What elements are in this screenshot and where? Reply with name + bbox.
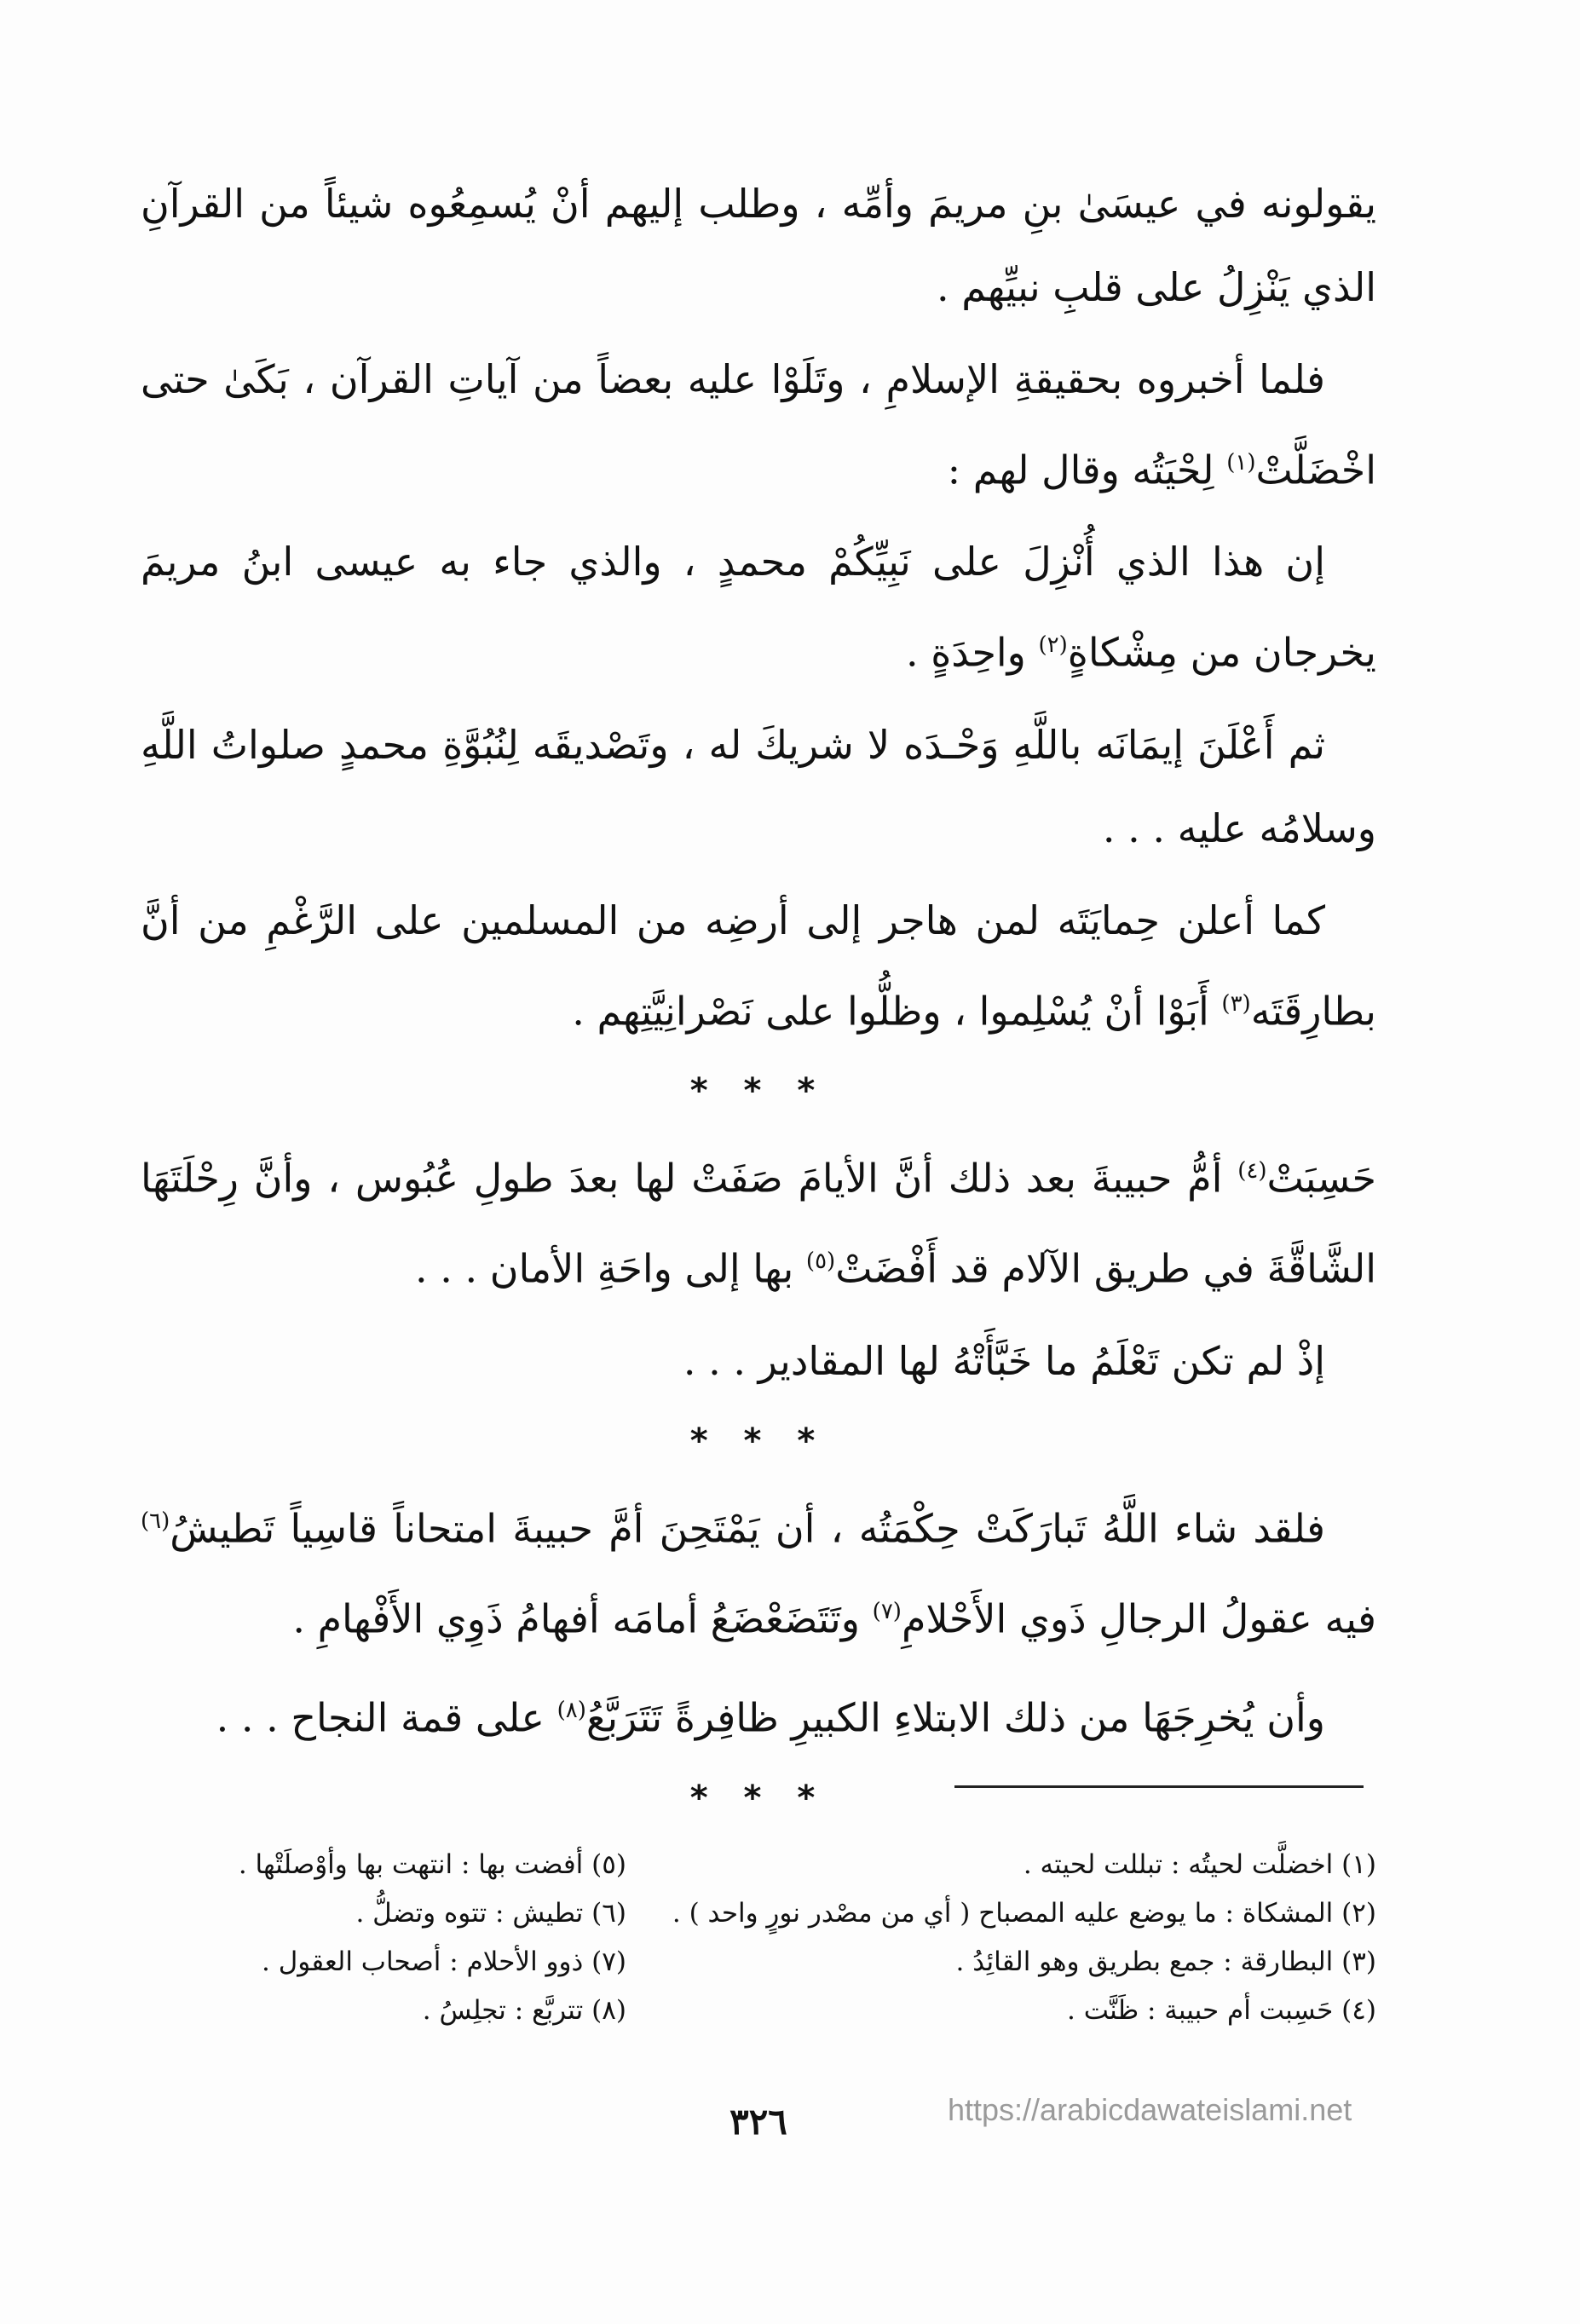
paragraph-3-end: واحِدَةٍ . — [905, 629, 1026, 676]
footnote-8: (٨) تتربَّع : تجلِسُ . — [422, 1995, 626, 2026]
footnote-ref-1: (١) — [1226, 450, 1256, 476]
footnotes-right-column — [672, 1841, 1376, 2035]
footnote-ref-6: (٦) — [141, 1508, 170, 1534]
footnote-5: (٥) أفضت بها : انتهت بها وأوْصلَتْها . — [238, 1849, 626, 1880]
paragraph-7 — [141, 1319, 1376, 1403]
paragraph-3-text: إن هذا الذي أُنْزِلَ على نَبِيِّكُمْ محمدٍ ، والذي جاء به عيسى ابنُ مريمَ يخرجان من مِشْكاةٍ — [141, 539, 1376, 676]
paragraph-8 — [141, 1479, 1376, 1661]
footnote-ref-8: (٨) — [556, 1698, 586, 1724]
section-separator-2: * * * — [689, 1421, 827, 1461]
section-separator-3: * * * — [689, 1778, 827, 1818]
footnote-divider — [954, 1785, 1364, 1788]
footnote-4: (٤) حَسِبت أم حبيبة : ظَنَّت . — [1066, 1995, 1376, 2026]
watermark-url: https://arabicdawateislami.net — [948, 2092, 1352, 2127]
footnote-ref-5: (٥) — [805, 1249, 836, 1275]
paragraph-2-text: فلما أخبروه بحقيقةِ الإسلامِ ، وتَلَوْا عليه بعضاً من آياتِ القرآن ، بَكَىٰ حتى اخْضَلَّتْ — [141, 356, 1376, 493]
footnote-7: (٧) ذوو الأحلام : أصحاب العقول . — [262, 1946, 626, 1977]
paragraph-7-text: إذْ لم تكن تَعْلَمُ ما خَبَّأَتْهُ لها المقادير . . . — [683, 1337, 1325, 1384]
paragraph-4 — [141, 703, 1376, 870]
paragraph-6 — [141, 1129, 1376, 1311]
main-text — [141, 162, 1376, 1837]
paragraph-9-end: على قمة النجاح . . . — [216, 1694, 545, 1741]
paragraph-3 — [141, 520, 1376, 694]
footnote-1: (١) اخضلَّت لحيتُه : تبللت لحيته . — [1023, 1849, 1376, 1880]
footnote-2: (٢) المشكاة : ما يوضع عليه المصباح ( أي من مصْدر نورٍ واحد ) . — [672, 1898, 1376, 1929]
paragraph-6-start: حَسِبَتْ — [1266, 1155, 1376, 1202]
footnote-ref-7: (٧) — [872, 1598, 902, 1624]
paragraph-9-text: وأن يُخرِجَهَا من ذلك الابتلاءِ الكبيرِ ظافِرةً تَتَرَبَّعُ — [585, 1694, 1325, 1741]
footnote-ref-4: (٤) — [1237, 1157, 1267, 1184]
paragraph-6-text: أمُّ حبيبةَ بعد ذلك أنَّ الأيامَ صَفَتْ لها بعدَ طولِ عُبُوس ، وأنَّ رِحْلَتَهَا الشَّاقَّةَ في طريق الآلام قد أَفْضَتْ — [141, 1155, 1376, 1292]
paragraph-2 — [141, 337, 1376, 511]
footnote-6: (٦) تطيش : تتوه وتضلُّ . — [355, 1898, 626, 1929]
page-number: ٣٢٦ — [729, 2101, 787, 2142]
footnote-ref-2: (٢) — [1038, 632, 1068, 659]
footnote-3: (٣) البطارقة : جمع بطريق وهو القائِدُ . — [955, 1946, 1376, 1977]
paragraph-1-text: يقولونه في عيسَىٰ بنِ مريمَ وأمِّه ، وطلب إليهم أنْ يُسمِعُوه شيئاً من القرآنِ الذي يَنْزِلُ على قلبِ نبيِّهم . — [141, 181, 1376, 310]
footnote-ref-3: (٣) — [1221, 990, 1251, 1017]
paragraph-5-end: أَبَوْا أنْ يُسْلِموا ، وظلُّوا على نَصْرانِيَّتِهم . — [572, 987, 1209, 1034]
paragraph-5 — [141, 879, 1376, 1052]
paragraph-4-text: ثم أَعْلَنَ إيمَانَه باللَّهِ وَحْـدَه لا شريكَ له ، وتَصْديقَه لِنُبُوَّةِ محمدٍ صلواتُ اللَّهِ وسلامُه عليه . . . — [141, 721, 1376, 851]
paragraph-9 — [141, 1669, 1376, 1759]
footnotes-left-column — [115, 1841, 626, 2035]
paragraph-8-mid: فيه عقولُ الرجالِ ذَوي الأَحْلامِ — [901, 1595, 1376, 1642]
paragraph-1 — [141, 162, 1376, 329]
paragraph-2-end: لِحْيَتُه وقال لهم : — [947, 447, 1214, 493]
section-separator-1: * * * — [689, 1070, 827, 1110]
paragraph-8-text: فلقد شاء اللَّهُ تَبارَكَتْ حِكْمَتُه ، أن يَمْتَحِنَ أمَّ حبيبةَ امتحاناً قاسِياً تَطيشُ — [170, 1504, 1325, 1551]
paragraph-8-end: وتَتَضَعْضَعُ أمامَه أفهامُ ذَوِي الأَفْهامِ . — [292, 1595, 861, 1642]
paragraph-6-end: بها إلى واحَةِ الأمان . . . — [414, 1245, 794, 1292]
paragraph-5-text: كما أعلن حِمايَتَه لمن هاجر إلى أرضِه من المسلمين على الرَّغْمِ من أنَّ بطارِقَتَه — [141, 897, 1376, 1034]
